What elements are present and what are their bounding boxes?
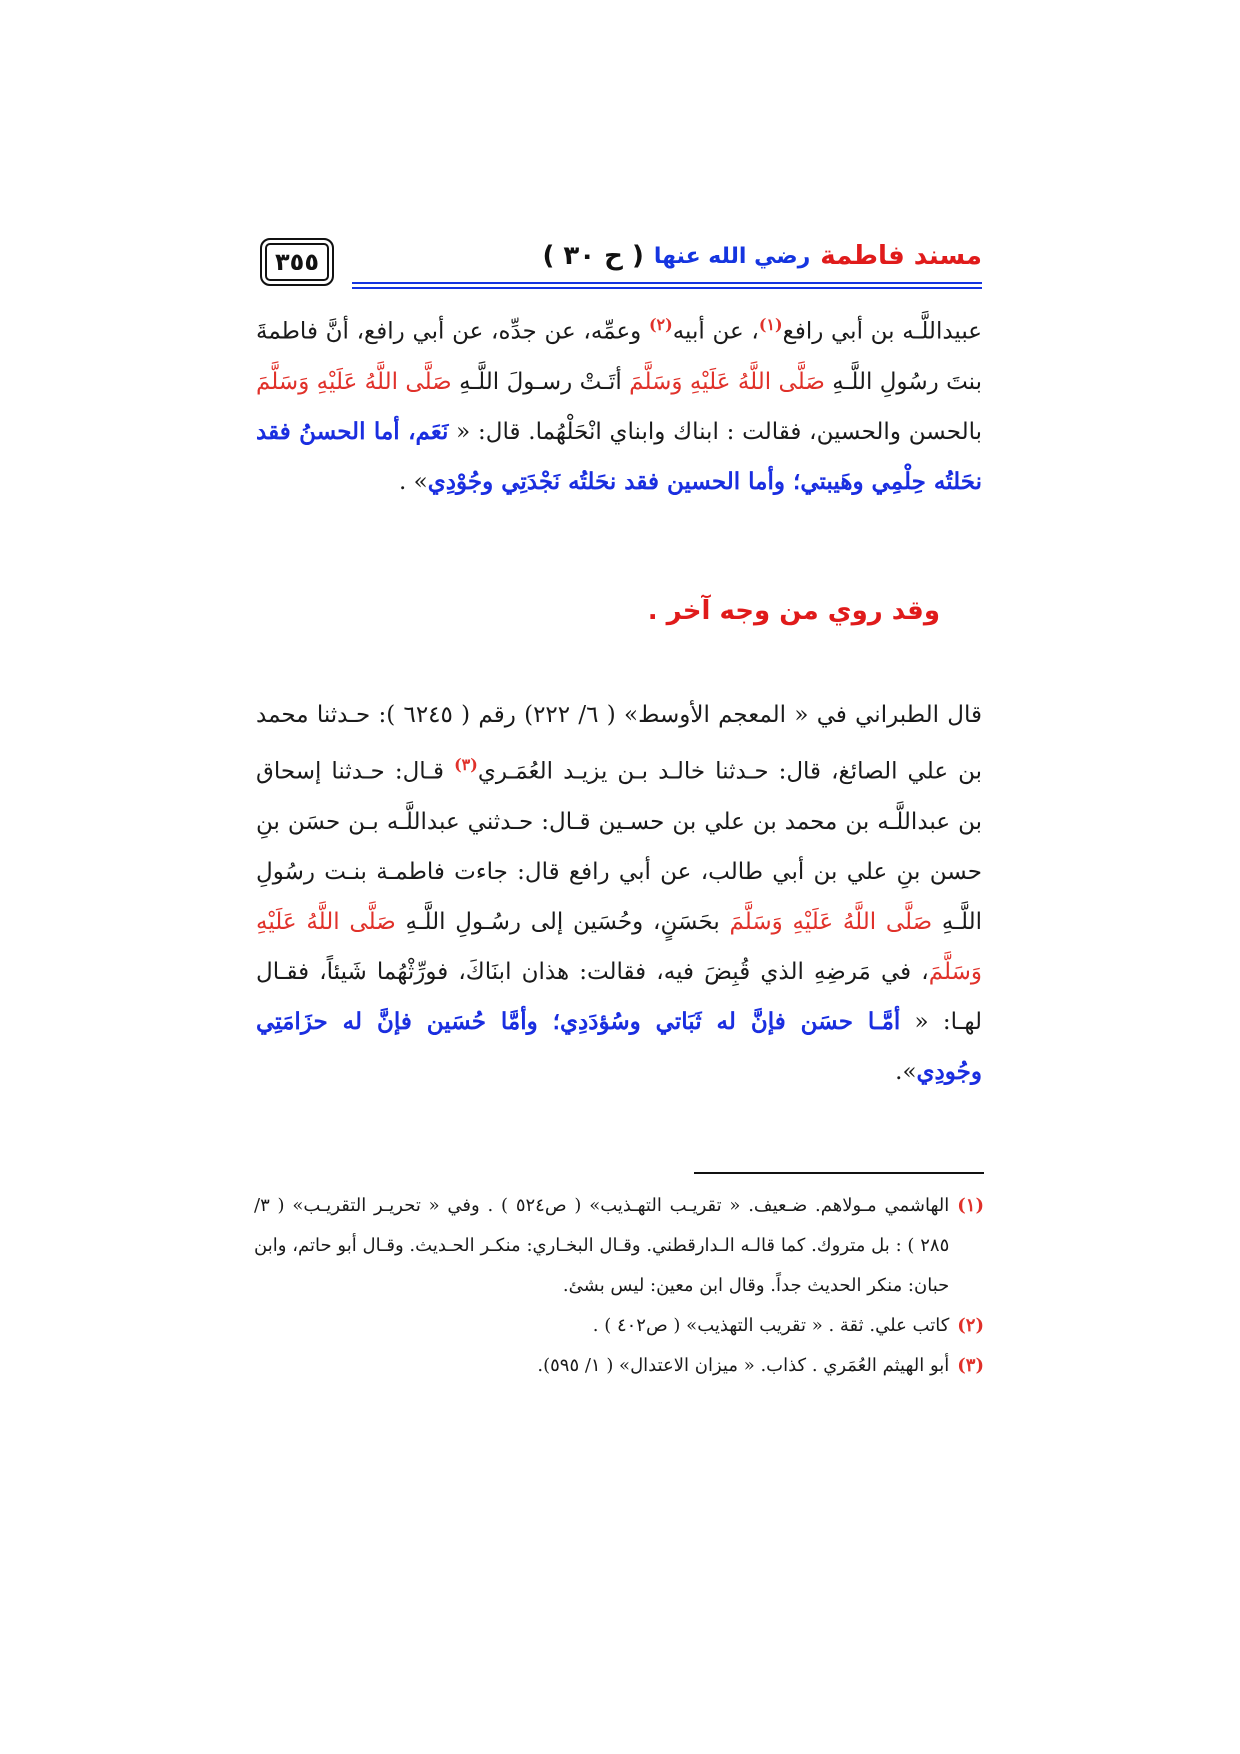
footnote-ref-2[interactable]: (٢) [648, 315, 673, 334]
paragraph-2: قال الطبراني في « المعجم الأوسط» ( ٦/ ٢٢٢) رقم ( ٦٢٤٥ ): حـدثنا محمد بن علي الصائغ، قال: حـدثنا خالـد بـن يزيـد العُمَـري$^{(٣)}$ قـال: حـدثنا إسحاق بن عبداللَّـه بن محمد بن علي بن حسـين قـال: حـدثني عبداللَّـه بـن حسَن بنِ حسن بنِ علي بن أبي طالب، عن أبي رافع قال: جاءت فاطمـة بنـت رسُولِ اللَّـهِ صَلَّى اللَّهُ عَلَيْهِ وَسَلَّمَ بحَسَنٍ، وحُسَين إلى رسُـولِ اللَّـهِ صَلَّى اللَّهُ عَلَيْهِ وَسَلَّمَ، في مَرضِهِ الذي قُبِضَ فيه، فقالت: هذان ابنَاكَ، فورِّثْهُما شَيئاً، فقـال لهـا: « أمَّـا حسَن فإنَّ له ثَبَاتي وسُؤدَدِي؛ وأمَّا حُسَين فإنَّ له حزَامَتِي وجُودِي». [256, 702, 983, 1085]
page-number: ٣٥٥ [260, 238, 334, 286]
footnote-text: الهاشمي مـولاهم. ضـعيف. « تقريـب التهـذيب» ( ص٥٢٤ ) . وفي « تحريـر التقريـب» ( ٣/ ٢٨٥ ) : بل متروك. كما قالـه الـدارقطني. وقـال البخـاري: منكـر الحـديث. وقـال أبو حاتم، وابن حبان: منكر الحديث جداً. وقال ابن معين: ليس بشئ. [254, 1195, 950, 1296]
footnote-text: أبو الهيثم العُمَري . كذاب. « ميزان الاعتدال» ( ١/ ٥٩٥). [537, 1355, 950, 1376]
salawat-glyph: صَلَّى اللَّهُ عَلَيْهِ وَسَلَّمَ [256, 908, 982, 985]
footnote-text: كاتب علي. ثقة . « تقريب التهذيب» ( ص٤٠٢ ) . [592, 1315, 950, 1336]
salawat-glyph: صَلَّى اللَّهُ عَلَيْهِ وَسَلَّمَ [629, 368, 825, 395]
footnotes [254, 1186, 984, 1386]
footnote-separator [694, 1172, 984, 1174]
footnote-ref-1[interactable]: (١) [758, 315, 783, 334]
running-title [542, 238, 982, 274]
section-heading: وقد روي من وجه آخر . [647, 596, 940, 626]
honorific-glyph: رضي الله عنها [653, 243, 811, 269]
page-header [260, 238, 982, 276]
paragraph-1: عبيداللَّـه بن أبي رافع$^{(١)}$، عن أبيه$^{(٢)}$ وعمِّه، عن جدِّه، عن أبي رافع، أنَّ فاطمةَ بنتَ رسُولِ اللَّـهِ صَلَّى اللَّهُ عَلَيْهِ وَسَلَّمَ أتَـتْ رسـولَ اللَّـهِ صَلَّى اللَّهُ عَلَيْهِ وَسَلَّمَ بالحسن والحسين، فقالت : ابناك وابناي انْحَلْهُما. قال: « نَعَم، أما الحسنُ فقد نحَلتُه حِلْمِي وهَيبتي؛ وأما الحسين فقد نحَلتُه نَجْدَتِي وجُوْدِي» . [256, 315, 983, 495]
footnote-item [254, 1186, 984, 1306]
footnote-number: (١) [957, 1195, 984, 1216]
footnote-item [254, 1306, 984, 1346]
salawat-glyph: صَلَّى اللَّهُ عَلَيْهِ وَسَلَّمَ [729, 908, 933, 935]
footnote-number: (٣) [957, 1355, 984, 1376]
salawat-glyph: صَلَّى اللَّهُ عَلَيْهِ وَسَلَّمَ [256, 368, 452, 395]
hadith-number: ( ح ٣٠ ) [542, 241, 644, 271]
footnote-item [254, 1346, 984, 1386]
header-double-rule [352, 282, 982, 289]
prophetic-quote: أمَّـا حسَن فإنَّ له ثَبَاتي وسُؤدَدِي؛ وأمَّا حُسَين فإنَّ له حزَامَتِي وجُودِي [256, 1007, 982, 1085]
footnote-number: (٢) [957, 1315, 984, 1336]
footnote-ref-3[interactable]: (٣) [454, 755, 478, 774]
prophetic-quote: نَعَم، أما الحسنُ فقد نحَلتُه حِلْمِي وهَيبتي؛ وأما الحسين فقد نحَلتُه نَجْدَتِي وجُوْدِي [256, 417, 982, 495]
book-title: مسند فاطمة [820, 241, 982, 271]
